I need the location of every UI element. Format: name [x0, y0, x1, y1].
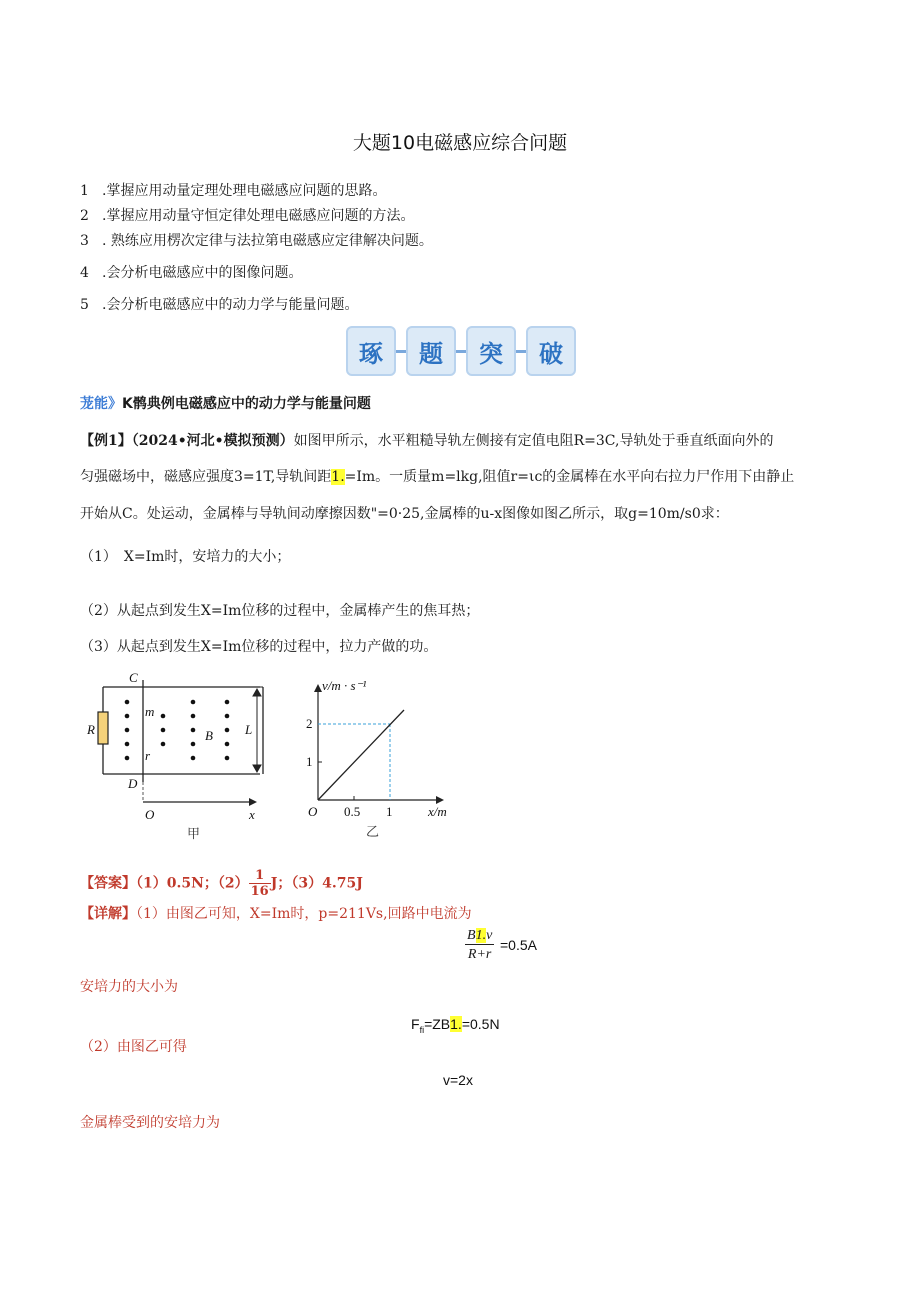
question-1: （1） X=Im时，安培力的大小； — [80, 549, 291, 565]
banner-badge: 琢 — [346, 326, 396, 376]
banner-badge: 突 — [466, 326, 516, 376]
x-tick: 1 — [386, 804, 393, 819]
page-title: 大题10电磁感应综合问题 — [352, 132, 568, 154]
y-tick: 2 — [306, 716, 313, 731]
detail-line: 安培力的大小为 — [80, 979, 178, 995]
question-2: （2）从起点到发生X=Im位移的过程中，金属棒产生的焦耳热； — [80, 603, 480, 619]
objective-item: 2 .掌握应用动量守恒定律处理电磁感应问题的方法。 — [80, 208, 415, 224]
current-result: =0.5A — [500, 937, 537, 953]
detail-line: （2）由图乙可得 — [80, 1039, 187, 1055]
label-m: m — [145, 704, 155, 719]
label-c: C — [129, 672, 138, 685]
detail-line: 【详解】（1）由图乙可知，X=Im时，p=211Vs,回路中电流为 — [80, 906, 472, 922]
example-line: 【例1】（2024•河北•模拟预测）如图甲所示，水平粗糙导轨左侧接有定值电阻R=3C,导轨处于垂直纸面向外的 — [80, 433, 774, 449]
origin-label: O — [308, 804, 318, 819]
y-tick: 1 — [306, 754, 313, 769]
detail-line: 金属棒受到的安培力为 — [80, 1115, 220, 1131]
label-b: B — [205, 728, 213, 743]
objective-item: 1 .掌握应用动量定理处理电磁感应问题的思路。 — [80, 183, 387, 199]
label-o: O — [145, 807, 155, 822]
section-heading: 茏能》K鹘典例电磁感应中的动力学与能量问题 — [80, 396, 371, 412]
caption-yi: 乙 — [366, 825, 380, 840]
label-r-resistor: R — [87, 722, 95, 737]
answer-line: 【答案】（1）0.5N；（2） $\frac{1}{16}$ J；（3）4.75J — [80, 868, 363, 899]
objective-item: 5 .会分析电磁感应中的动力学与能量问题。 — [80, 297, 359, 313]
label-x: x — [249, 807, 255, 822]
label-l: L — [245, 722, 253, 737]
example-line: 开始从C。处运动，金属棒与导轨间动摩擦因数"=0·25,金属棒的u-x图像如图乙所示，取g=10m∕s0求： — [80, 506, 729, 522]
banner-badge: 破 — [526, 326, 576, 376]
example-line: 匀强磁场中，磁感应强度3=1T,导轨间距1.=Im。一质量m=lkg,阻值r=ιc的金属棒在水平向右拉力尸作用下由静止 — [80, 469, 795, 485]
objective-item: 4 .会分析电磁感应中的图像问题。 — [80, 265, 303, 281]
ampere-force-equation: $F_{fi}=ZB1.=0.5N$ — [411, 1016, 500, 1035]
y-axis-label: v/m · s⁻¹ — [322, 678, 367, 693]
caption-jia: 甲 — [187, 827, 201, 842]
x-tick: 0.5 — [344, 804, 361, 819]
objective-item: 3 . 熟练应用楞次定律与法拉第电磁感应定律解决问题。 — [80, 233, 433, 249]
figure-circuit — [85, 672, 270, 842]
banner-badge: 题 — [406, 326, 456, 376]
section-banner — [346, 326, 576, 376]
velocity-equation: v=2x — [443, 1072, 473, 1088]
current-fraction: B1.v R+r — [467, 928, 493, 962]
answer-fraction: $\frac{1}{16}$ — [250, 868, 269, 899]
figure-vx-graph — [300, 676, 465, 842]
x-axis-label: x/m — [428, 804, 447, 819]
question-3: （3）从起点到发生X=Im位移的过程中，拉力产做的功。 — [80, 639, 438, 655]
label-r: r — [145, 748, 151, 763]
label-d: D — [128, 776, 138, 791]
